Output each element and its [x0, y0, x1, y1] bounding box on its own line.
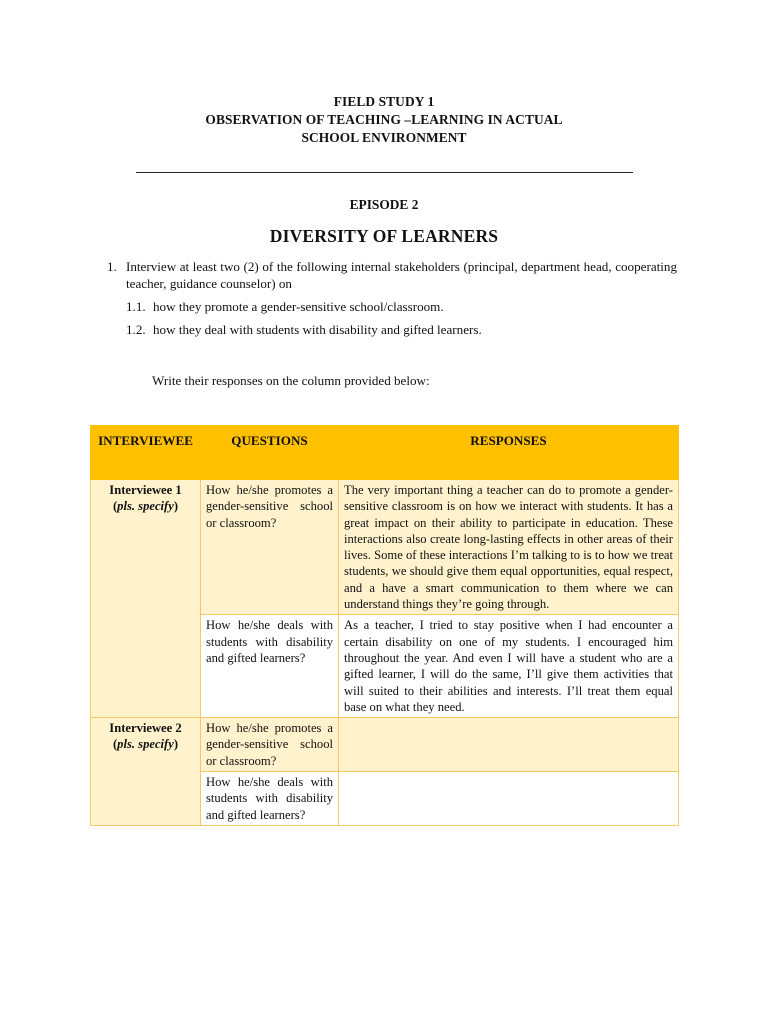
- interviewee-specify: (pls. specify): [112, 499, 179, 514]
- document-header: [0, 93, 768, 147]
- question-cell: How he/she deals with students with disability and gifted learners?: [201, 772, 339, 826]
- specify-hint: pls. specify: [117, 499, 174, 514]
- interviewee-cell: [91, 718, 201, 826]
- table-row: [91, 718, 679, 772]
- interviewee-name: Interviewee 1: [109, 483, 182, 497]
- instruction-note: Write their responses on the column provided below:: [152, 373, 430, 388]
- interviewee-specify: (pls. specify): [112, 737, 179, 752]
- header-line-subject: OBSERVATION OF TEACHING –LEARNING IN ACTUAL: [205, 112, 563, 127]
- episode-label: EPISODE 2: [349, 197, 419, 212]
- specify-hint: pls. specify: [117, 737, 174, 752]
- header-responses: RESPONSES: [339, 426, 679, 480]
- question-cell: How he/she promotes a gender-sensitive school or classroom?: [201, 718, 339, 772]
- divider-line: [136, 172, 633, 173]
- instruction-item: [107, 259, 677, 292]
- subitem-number: 1.2.: [126, 322, 146, 337]
- header-line-environment: SCHOOL ENVIRONMENT: [301, 130, 467, 145]
- question-cell: How he/she deals with students with disability and gifted learners?: [201, 615, 339, 718]
- interviewee-cell: [91, 480, 201, 718]
- subitem-number: 1.1.: [126, 299, 146, 314]
- interviewee-name: Interviewee 2: [109, 721, 182, 736]
- subitem-text: how they deal with students with disability and gifted learners.: [153, 322, 482, 337]
- page-title: DIVERSITY OF LEARNERS: [269, 226, 499, 246]
- response-cell[interactable]: [339, 718, 679, 772]
- subitem-text: how they promote a gender-sensitive school/classroom.: [153, 299, 444, 314]
- response-cell[interactable]: [339, 772, 679, 826]
- instruction-number: 1.: [107, 259, 117, 274]
- table-header-row: [91, 426, 679, 480]
- header-interviewee: INTERVIEWEE: [91, 426, 201, 480]
- instruction-subitem: [126, 299, 444, 315]
- question-cell: How he/she promotes a gender-sensitive school or classroom?: [201, 480, 339, 615]
- header-questions: QUESTIONS: [201, 426, 339, 480]
- response-cell[interactable]: The very important thing a teacher can do to promote a gender- sensitive classroom is on how we interact with students. It has a great impact on their ability to participate in education. These interactions also create long-lasting effects in other areas of their lives. Some of these interactions I’m talking to is to how we treat students, we should give them equal opportunities, equal respect, and a have a smart communication to them where we can understand things they’re going through.: [339, 480, 679, 615]
- interview-table: [90, 425, 679, 826]
- response-cell[interactable]: As a teacher, I tried to stay positive when I had encounter a certain disability on one of my students. I encouraged him throughout the year. And even I will have a student who are a gifted learner, I will do the same, I’ll give them activities that will suited to their abilities and interests. I’ll treat them equal base on what they need.: [339, 615, 679, 718]
- instruction-subitem: [126, 322, 482, 338]
- table-row: [91, 480, 679, 615]
- header-line-course: FIELD STUDY 1: [333, 94, 435, 109]
- instruction-text: Interview at least two (2) of the following internal stakeholders (principal, department head, cooperating teacher, guidance counselor) on: [126, 259, 677, 291]
